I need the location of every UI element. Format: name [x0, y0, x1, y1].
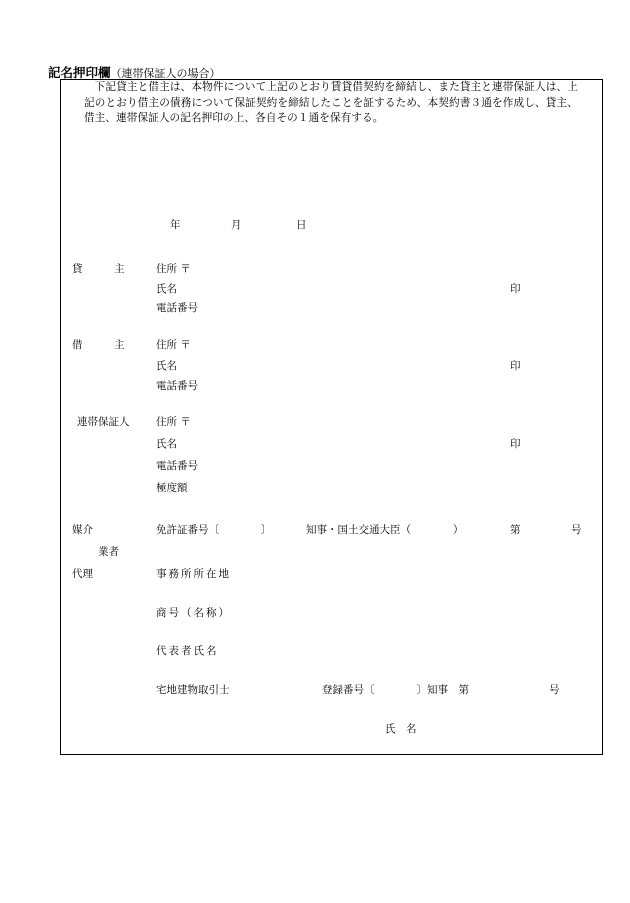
license-dai: 第: [510, 524, 521, 536]
lessor-address: 住所 〒: [156, 263, 191, 275]
broker-role-proxy: 代理: [72, 568, 93, 580]
trade-name-label: 商号（名称）: [156, 607, 231, 619]
guarantor-role: 連帯保証人: [77, 416, 130, 428]
lessor-phone: 電話番号: [156, 302, 198, 314]
guarantor-seal: 印: [510, 438, 521, 450]
intro-text: 下記貸主と借主は、本物件について上記のとおり賃貸借契約を締結し、また貸主と連帯保証人は、上記のとおり借主の債務について保証契約を締結したことを証するため、本契約書３通を作成し、貸主、借主、連帯保証人の記名押印の上、各自その１通を保有する。: [84, 81, 578, 124]
license-authority: 知事・国土交通大臣（ ）: [306, 524, 464, 536]
registration-number-label: 登録番号〔 〕知事 第: [322, 684, 469, 696]
guarantor-phone: 電話番号: [156, 460, 198, 472]
lessee-seal: 印: [510, 360, 521, 372]
lessor-role: 貸 主: [72, 263, 125, 275]
intro-paragraph: [84, 80, 578, 127]
date-month: 月: [231, 219, 242, 231]
lessee-address: 住所 〒: [156, 339, 191, 351]
lessee-phone: 電話番号: [156, 380, 198, 392]
lessee-role: 借 主: [72, 339, 125, 351]
registration-go: 号: [549, 684, 560, 696]
heading-subtitle: （連帯保証人の場合）: [110, 67, 221, 80]
date-day: 日: [296, 219, 307, 231]
broker-role-agent: 業者: [98, 546, 119, 558]
broker-role-mediation: 媒介: [72, 524, 93, 536]
guarantor-address: 住所 〒: [156, 416, 191, 428]
signature-box: [60, 79, 603, 755]
date-year: 年: [170, 219, 181, 231]
guarantor-limit: 極度額: [156, 482, 188, 494]
agent-name-label: 氏 名: [385, 723, 417, 735]
guarantor-name: 氏名: [156, 438, 177, 450]
representative-label: 代表者氏名: [156, 645, 219, 657]
lessor-name: 氏名: [156, 283, 177, 295]
license-number-label: 免許証番号〔 〕: [156, 524, 272, 536]
office-address-label: 事務所所在地: [156, 568, 231, 580]
lessor-seal: 印: [510, 283, 521, 295]
lessee-name: 氏名: [156, 360, 177, 372]
license-go: 号: [571, 524, 582, 536]
real-estate-agent-label: 宅地建物取引士: [156, 684, 230, 696]
heading-title: 記名押印欄: [48, 65, 111, 80]
